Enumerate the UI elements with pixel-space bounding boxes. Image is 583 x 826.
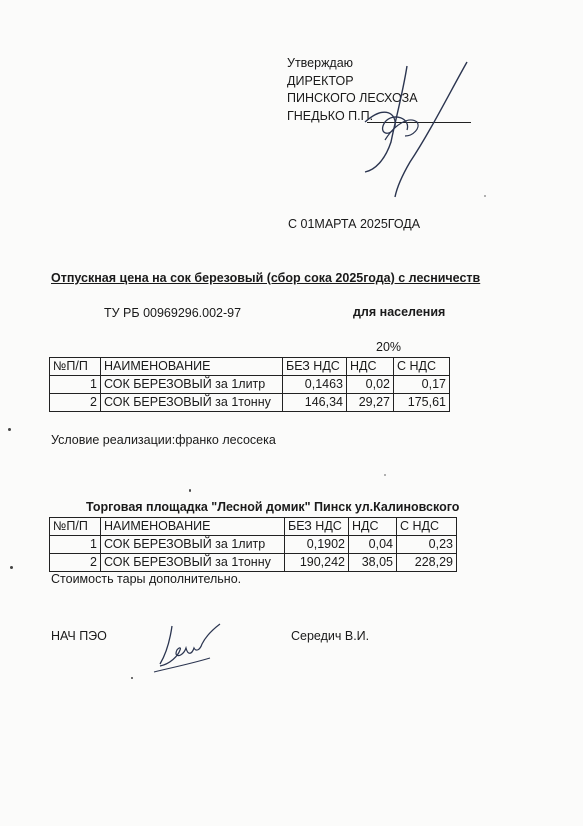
header-cell-number: №П/П (50, 518, 101, 536)
scan-speck (8, 428, 11, 431)
peo-head-signature (150, 618, 230, 678)
section1-vat-rate: 20% (376, 340, 402, 354)
director-signature (355, 52, 475, 202)
footer-name: Середич В.И. (291, 629, 370, 643)
section2-title: Торговая площадка "Лесной домик" Пинск ул.Калиновского (86, 500, 460, 514)
row-net-price: 190,242 (285, 554, 349, 572)
scan-speck (131, 677, 133, 679)
row-name: СОК БЕРЕЗОВЫЙ за 1литр (101, 536, 285, 554)
row-gross-price: 0,23 (397, 536, 457, 554)
row-gross-price: 0,17 (394, 376, 450, 394)
row-number: 1 (50, 376, 101, 394)
approval-line-4: ГНЕДЬКО П.П. (287, 109, 374, 123)
header-cell-net: БЕЗ НДС (285, 518, 349, 536)
row-vat: 0,04 (349, 536, 397, 554)
approval-line-1: Утверждаю (287, 56, 354, 70)
scan-speck (10, 566, 13, 569)
scan-speck (189, 489, 191, 492)
table-row (50, 536, 457, 554)
row-number: 2 (50, 394, 101, 412)
header-cell-name: НАИМЕНОВАНИЕ (101, 358, 283, 376)
section2-note: Стоимость тары дополнительно. (51, 572, 242, 586)
row-net-price: 0,1463 (283, 376, 347, 394)
section1-title: Отпускная цена на сок березовый (сбор сока 2025года) с лесничеств (51, 271, 481, 285)
scan-speck (484, 195, 486, 197)
header-cell-vat: НДС (349, 518, 397, 536)
header-cell-gross: С НДС (397, 518, 457, 536)
header-cell-name: НАИМЕНОВАНИЕ (101, 518, 285, 536)
row-gross-price: 175,61 (394, 394, 450, 412)
row-gross-price: 228,29 (397, 554, 457, 572)
approval-line-2: ДИРЕКТОР (287, 74, 354, 88)
footer-position: НАЧ ПЭО (51, 629, 107, 643)
table-header-row (50, 358, 450, 376)
table-row (50, 376, 450, 394)
effective-date: С 01МАРТА 2025ГОДА (288, 217, 421, 231)
approval-line-3: ПИНСКОГО ЛЕСХОЗА (287, 91, 418, 105)
row-number: 2 (50, 554, 101, 572)
row-vat: 38,05 (349, 554, 397, 572)
section1-price-table (49, 357, 450, 412)
row-net-price: 146,34 (283, 394, 347, 412)
row-vat: 0,02 (347, 376, 394, 394)
table-row (50, 394, 450, 412)
header-cell-gross: С НДС (394, 358, 450, 376)
header-cell-vat: НДС (347, 358, 394, 376)
header-cell-net: БЕЗ НДС (283, 358, 347, 376)
row-net-price: 0,1902 (285, 536, 349, 554)
row-name: СОК БЕРЕЗОВЫЙ за 1тонну (101, 554, 285, 572)
row-vat: 29,27 (347, 394, 394, 412)
row-name: СОК БЕРЕЗОВЫЙ за 1литр (101, 376, 283, 394)
section2-price-table (49, 517, 457, 572)
table-header-row (50, 518, 457, 536)
row-number: 1 (50, 536, 101, 554)
section1-condition: Условие реализации:франко лесосека (51, 433, 276, 447)
table-row (50, 554, 457, 572)
section1-standard: ТУ РБ 00969296.002-97 (104, 306, 242, 320)
section1-audience: для населения (353, 305, 446, 319)
row-name: СОК БЕРЕЗОВЫЙ за 1тонну (101, 394, 283, 412)
scan-speck (384, 474, 386, 476)
header-cell-number: №П/П (50, 358, 101, 376)
